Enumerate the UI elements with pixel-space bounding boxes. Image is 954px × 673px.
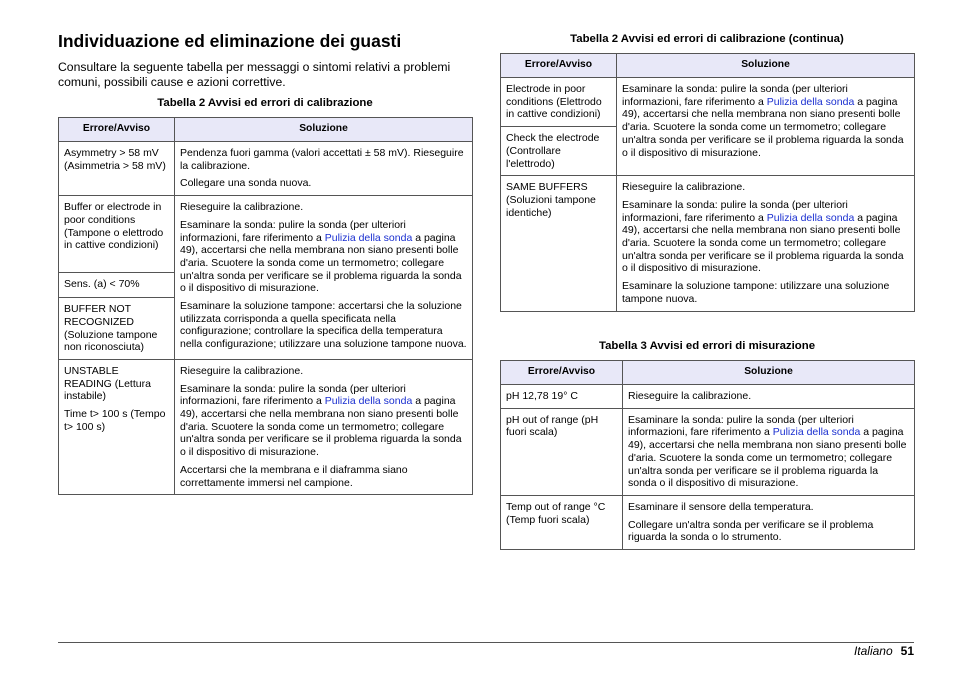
page-number: 51 — [900, 644, 914, 658]
solution-text: Esaminare la sonda: pulire la sonda (per ulteriori informazioni, fare riferimento a Pulizia della sonda a pagina 49), accertarsi che nella membrana non siano presenti bolle d'aria. Scuotere la sonda come un termometro; collegare un'altra sonda per verificare se il problema riguarda la sonda o il dispositivo di misurazione. — [628, 413, 907, 490]
table3-r2-solution — [623, 408, 915, 495]
probe-cleaning-link[interactable]: Pulizia della sonda — [324, 231, 413, 244]
solution-text: Esaminare la sonda: pulire la sonda (per ulteriori informazioni, fare riferimento a Pulizia della sonda a pagina 49), accertarsi che nella membrana non siano presenti bolle d'aria. Scuotere la sonda come un termometro; collegare un'altra sonda per verificare se il problema riguarda la sonda o il dispositivo di misurazione. — [180, 382, 462, 459]
table2-header-error: Errore/Avviso — [59, 118, 175, 142]
table2-r2-solution — [175, 196, 473, 360]
table-row — [501, 176, 915, 311]
table3-r1-solution: Rieseguire la calibrazione. — [623, 385, 915, 409]
table3-r3-error: Temp out of range °C (Temp fuori scala) — [501, 495, 623, 549]
table-row — [59, 142, 473, 196]
table2-r3-error: Sens. (a) < 70% — [59, 273, 175, 298]
table2c-r2-error: Check the electrode (Controllare l'elettrodo) — [501, 127, 617, 176]
intro-paragraph: Consultare la seguente tabella per messaggi o sintomi relativi a problemi comuni, possibili cause e azioni correttive. — [58, 60, 451, 89]
table3-header-solution: Soluzione — [623, 361, 915, 385]
footer-divider — [58, 642, 914, 643]
solution-text: Pendenza fuori gamma (valori accettati ± 58 mV). Rieseguire la calibrazione. — [180, 147, 464, 172]
table2-continued-caption: Tabella 2 Avvisi ed errori di calibrazione (continua) — [570, 33, 844, 45]
table2c-r3-solution — [617, 176, 915, 311]
solution-text: Esaminare il sensore della temperatura. — [628, 500, 814, 513]
table2-r1-error: Asymmetry > 58 mV (Asimmetria > 58 mV) — [59, 142, 175, 196]
table2-r5-solution — [175, 359, 473, 494]
solution-text: Esaminare la soluzione tampone: utilizzare una soluzione tampone nuova. — [622, 280, 890, 305]
page-footer — [854, 644, 914, 658]
probe-cleaning-link[interactable]: Pulizia della sonda — [772, 426, 861, 439]
table3-r1-error: pH 12,78 19° C — [501, 385, 623, 409]
error-text: Time t> 100 s (Tempo t> 100 s) — [64, 408, 166, 433]
solution-text: Rieseguire la calibrazione. — [180, 364, 304, 377]
table2c-r1-error: Electrode in poor conditions (Elettrodo in cattive condizioni) — [501, 78, 617, 127]
table-row — [501, 495, 915, 549]
table-row — [59, 359, 473, 494]
table2c-r3-error: SAME BUFFERS (Soluzioni tampone identiche) — [501, 176, 617, 311]
solution-text: Collegare una sonda nuova. — [180, 177, 312, 190]
table3-caption: Tabella 3 Avvisi ed errori di misurazione — [598, 340, 816, 352]
table2-caption: Tabella 2 Avvisi ed errori di calibrazione — [157, 97, 373, 109]
solution-text: Esaminare la sonda: pulire la sonda (per ulteriori informazioni, fare riferimento a Pulizia della sonda a pagina 49), accertarsi che nella membrana non siano presenti bolle d'aria. Scuotere la sonda come un termometro; collegare un'altra sonda per verificare se il problema riguarda la sonda o il dispositivo di misurazione. — [622, 198, 904, 275]
solution-text: Rieseguire la calibrazione. — [622, 181, 746, 194]
table2c-header-error: Errore/Avviso — [501, 54, 617, 78]
table2-header-solution: Soluzione — [175, 118, 473, 142]
table2-r4-error: BUFFER NOT RECOGNIZED (Soluzione tampone non riconosciuta) — [59, 298, 175, 360]
table3-header-error: Errore/Avviso — [501, 361, 623, 385]
solution-text: Accertarsi che la membrana e il diaframma siano correttamente immersi nel campione. — [180, 463, 408, 489]
page-title: Individuazione ed eliminazione dei guasti — [58, 31, 402, 51]
solution-text: Collegare un'altra sonda per verificare se il problema riguarda la sonda o lo strumento. — [628, 518, 874, 544]
table2-continued — [500, 53, 915, 312]
table2c-r1-solution — [617, 78, 915, 176]
table2-r5-error — [59, 359, 175, 494]
table2-calibration-errors — [58, 117, 473, 495]
solution-text: Rieseguire la calibrazione. — [180, 201, 304, 214]
table2c-header-solution: Soluzione — [617, 54, 915, 78]
table2-r1-solution — [175, 142, 473, 196]
error-text: UNSTABLE READING (Lettura instabile) — [64, 364, 151, 403]
solution-text: Esaminare la soluzione tampone: accertarsi che la soluzione utilizzata corrisponda a quella specificata nella configurazione; controllare la specifica della temperatura nella configurazione; utilizzare una soluzione tampone nuova. — [180, 300, 467, 351]
solution-text: Esaminare la sonda: pulire la sonda (per ulteriori informazioni, fare riferimento a Pulizia della sonda a pagina 49), accertarsi che nella membrana non siano presenti bolle d'aria. Scuotere la sonda come un termometro; collegare un'altra sonda per verificare se il problema riguarda la sonda o il dispositivo di misurazione. — [622, 83, 904, 159]
table3-r2-error: pH out of range (pH fuori scala) — [501, 408, 623, 495]
table2-r2-error: Buffer or electrode in poor conditions (Tampone o elettrodo in cattive condizioni) — [59, 196, 175, 273]
probe-cleaning-link[interactable]: Pulizia della sonda — [766, 95, 855, 108]
table-row — [501, 385, 915, 409]
table-row — [59, 196, 473, 273]
footer-language: Italiano — [853, 644, 893, 658]
solution-text: Esaminare la sonda: pulire la sonda (per ulteriori informazioni, fare riferimento a Pulizia della sonda a pagina 49), accertarsi che nella membrana non siano presenti bolle d'aria. Scuotere la sonda come un termometro; collegare un'altra sonda per verificare se il problema riguarda la sonda o il dispositivo di misurazione. — [180, 218, 462, 295]
table3-r3-solution — [623, 495, 915, 549]
probe-cleaning-link[interactable]: Pulizia della sonda — [766, 211, 855, 224]
table-row — [501, 408, 915, 495]
probe-cleaning-link[interactable]: Pulizia della sonda — [324, 395, 413, 408]
table-row — [501, 78, 915, 127]
table3-measurement-errors — [500, 360, 915, 550]
